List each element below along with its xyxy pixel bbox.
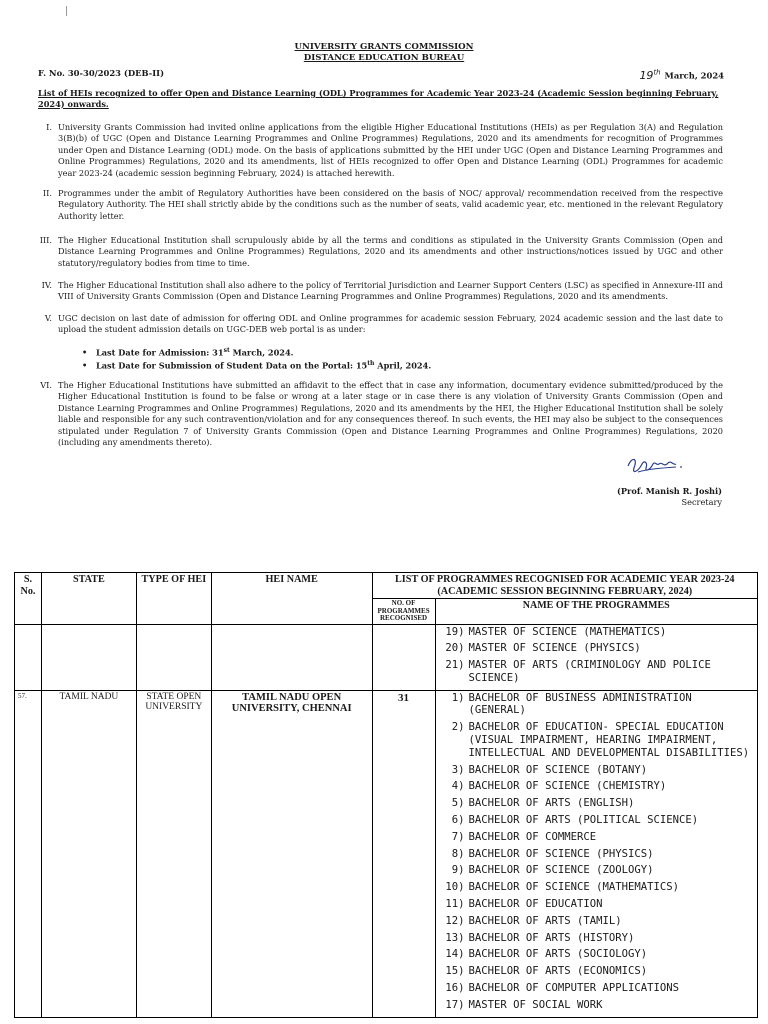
letterhead [0,42,768,64]
row-hei-name: TAMIL NADU OPEN UNIVERSITY, CHENNAI [211,690,372,1017]
paragraph-6: VI. The Higher Educational Institutions have submitted an affidavit to the effect that in case any information, documentary evidence submitted/produced by the Higher Educational Institution is found to be false or wrong at a later stage or in case there is any violation of University Grants Commission (Open and Distance Learning Programmes and Online Programmes) Regulations, 2020 and its amendments by the HEI, the Higher Educational Institution shall be solely liable and responsible for any such contravention/violation and for any consequences thereof. In such events, the HEI may also be subject to the consequences stipulated under Regulation 7 of University Grants Commission (Open and Distance Learning Programmes and Online Programmes) Regulations, 2020 (including any amendments thereto). [40,380,723,448]
list-item: 12) BACHELOR OF ARTS (TAMIL) [445,914,622,927]
header-type: TYPE OF HEI [136,573,211,625]
list-item: 11) BACHELOR OF EDUCATION [445,898,603,911]
programmes-table [14,572,758,1018]
list-item: 13) BACHELOR OF ARTS (HISTORY) [445,931,635,944]
list-item: 14) BACHELOR OF ARTS (SOCIOLOGY) [445,948,648,961]
list-item: 15) BACHELOR OF ARTS (ECONOMICS) [445,965,648,978]
table-row-continued [15,624,758,690]
list-item: 21) MASTER OF ARTS (CRIMINOLOGY AND POLICE SCIENCE) [445,659,711,684]
table-row [15,690,758,1017]
list-item: 4) BACHELOR OF SCIENCE (CHEMISTRY) [451,780,667,793]
header-sno: S. No. [15,573,42,625]
list-item: 5) BACHELOR OF ARTS (ENGLISH) [451,797,635,810]
file-reference: F. No. 30-30/2023 (DEB-II) [38,68,165,78]
list-item: 20) MASTER OF SCIENCE (PHYSICS) [445,642,641,655]
continued-programme-list [439,626,754,685]
date-day-handwritten: 19th [639,68,661,82]
list-item: 6) BACHELOR OF ARTS (POLITICAL SCIENCE) [451,814,699,827]
row-sno: 57. [15,690,42,1017]
list-item: 8) BACHELOR OF SCIENCE (PHYSICS) [451,847,654,860]
list-item: 16) BACHELOR OF COMPUTER APPLICATIONS [445,982,680,995]
paragraph-5: V. UGC decision on last date of admission for offering ODL and Online programmes for academic session February, 2024 academic session and the last date to upload the student admission details on UGC-DEB web portal is as under: [44,313,723,335]
bullet-portal-date: • Last Date for Submission of Student Data on the Portal: 15th April, 2024. [96,360,431,371]
letterhead-line2: DISTANCE EDUCATION BUREAU [303,53,465,63]
paragraph-1: I. University Grants Commission had invited online applications from the eligible Higher Educational Institutions (HEIs) as per Regulation 3(A) and Regulation 3(B)(b) of UGC (Open and Distance Learning Programmes and Online Programmes) Regulations, 2020 and its amendments for recognition of Programmes under Open and Distance Learning (ODL) mode. On the basis of applications submitted by the HEI under UGC (Open and Distance Learning Programmes and Online Programmes) Regulations, 2020 and its amendments, list of HEIs recognized to offer Open and Distance Learning (ODL) Programmes for academic year 2023-24 (academic session beginning February, 2024) is attached herewith. [46,122,723,178]
bullet-admission-date: • Last Date for Admission: 31st March, 2024. [96,347,294,358]
row-state: TAMIL NADU [41,690,136,1017]
signatory-name: (Prof. Manish R. Joshi) [617,486,722,496]
paragraph-2: II. Programmes under the ambit of Regulatory Authorities have been considered on the basis of NOC/ approval/ recommendation received from the respective Regulatory Authority. The HEI shall strictly abide by the conditions such as the number of seats, valid academic year, etc. mentioned in the relevant Regulatory Authority letter. [42,188,723,221]
letterhead-line1: UNIVERSITY GRANTS COMMISSION [294,42,474,52]
paragraph-4: IV. The Higher Educational Institution shall also adhere to the policy of Territorial Jurisdiction and Learner Support Centers (LSC) as specified in Annexure-III and VIII of University Grants Commission (Open and Distance Learning Programmes and Online Programmes) Regulations, 2020 and its amendments. [41,280,723,302]
list-item: 2) BACHELOR OF EDUCATION- SPECIAL EDUCATION (VISUAL IMPAIRMENT, HEARING IMPAIRMENT, INTELLECTUAL AND DEVELOPMENTAL DISABILITIES) [451,721,750,759]
header-count: NO. OF PROGRAMMES RECOGNISED [372,599,435,625]
scan-mark [66,6,73,16]
list-item: 1) BACHELOR OF BUSINESS ADMINISTRATION (GENERAL) [451,691,692,717]
programme-list [439,692,754,1012]
subject-line: List of HEIs recognized to offer Open and Distance Learning (ODL) Programmes for Academic Year 2023-24 (Academic Session beginning February, 2024) onwards. [38,88,719,109]
list-item: 19) MASTER OF SCIENCE (MATHEMATICS) [445,625,667,638]
row-hei-type: STATE OPEN UNIVERSITY [136,690,211,1017]
paragraph-3: III. The Higher Educational Institution shall scrupulously abide by all the terms and conditions as stipulated in the University Grants Commission (Open and Distance Learning Programmes and Online Programmes) Regulations, 2020 and its amendments and other instructions/notices issued by UGC and other statutory/regulatory bodies from time to time. [39,235,723,268]
letter-date: 19th March, 2024 [639,68,724,82]
list-item: 10) BACHELOR OF SCIENCE (MATHEMATICS) [445,881,680,894]
table-header-row [15,573,758,599]
signatory-designation: Secretary [681,497,722,507]
header-hei-name: HEI NAME [211,573,372,625]
header-state: STATE [41,573,136,625]
row-programme-count: 31 [372,690,435,1017]
header-programme-list: LIST OF PROGRAMMES RECOGNISED FOR ACADEMIC YEAR 2023-24 (ACADEMIC SESSION BEGINNING FEBRUARY, 2024) [372,573,757,599]
list-item: 7) BACHELOR OF COMMERCE [451,830,597,843]
list-item: 17) MASTER OF SOCIAL WORK [445,998,603,1011]
list-item: 9) BACHELOR OF SCIENCE (ZOOLOGY) [451,864,654,877]
header-programme-names: NAME OF THE PROGRAMMES [435,599,757,625]
list-item: 3) BACHELOR OF SCIENCE (BOTANY) [451,763,648,776]
signature-image [624,452,688,482]
